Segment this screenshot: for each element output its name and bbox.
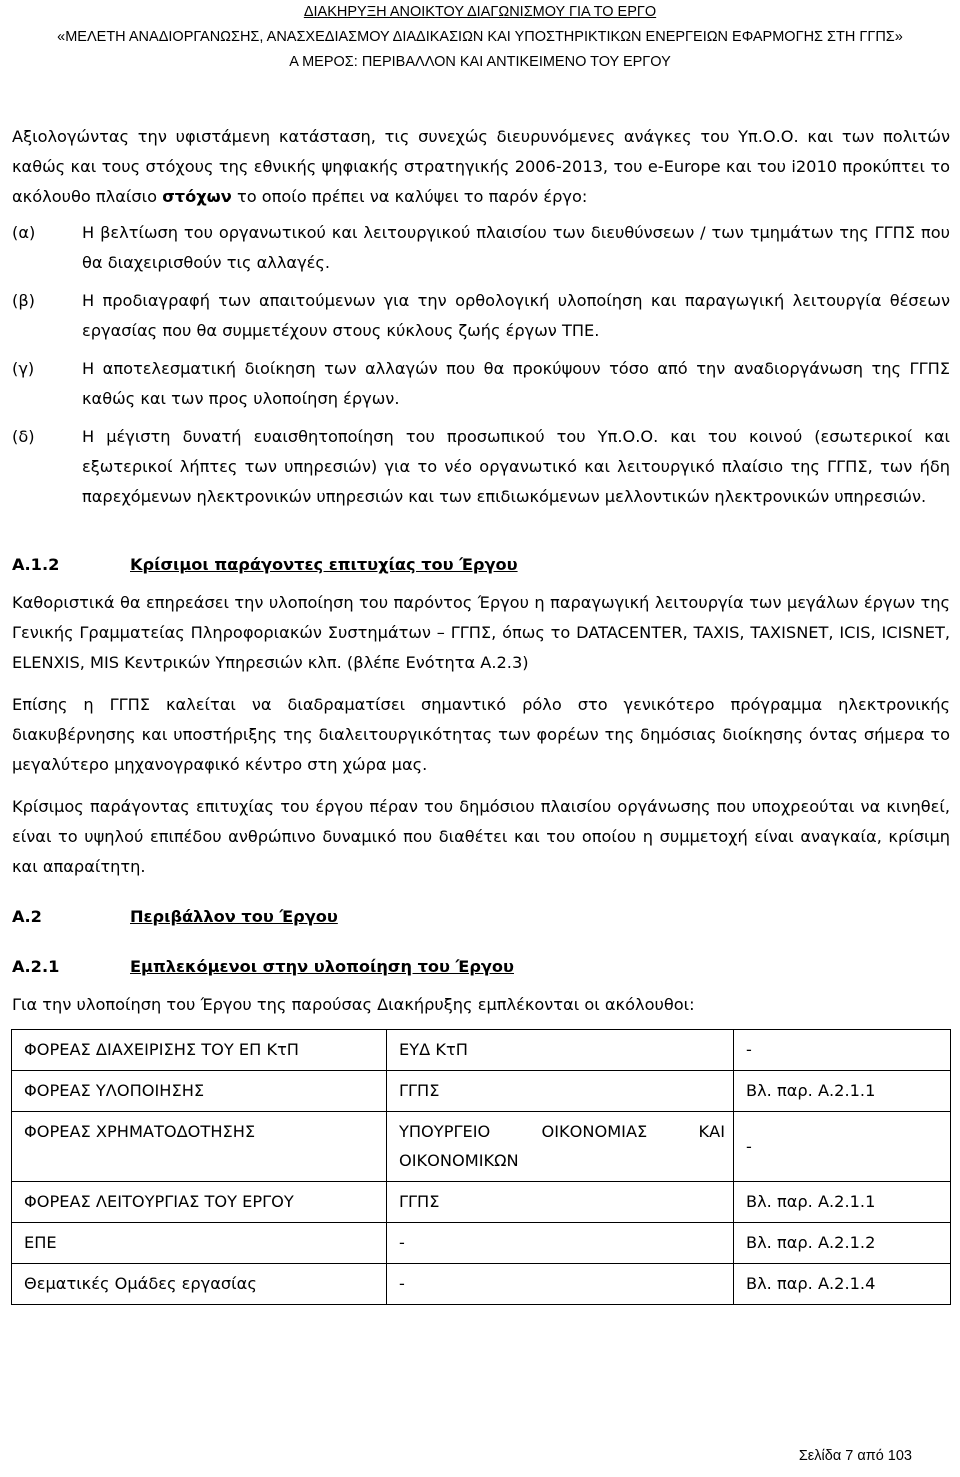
header-title: ΔΙΑΚΗΡΥΞΗ ΑΝΟΙΚΤΟΥ ΔΙΑΓΩΝΙΣΜΟΥ ΓΙΑ ΤΟ ΕΡΓΟ — [303, 4, 657, 20]
table-row — [12, 1223, 951, 1264]
intro-paragraph — [12, 122, 950, 212]
page-number: Σελίδα 7 από 103 — [798, 1448, 912, 1464]
section-number: Α.2.1 — [12, 957, 60, 976]
table-cell: Θεματικές Ομάδες εργασίας — [12, 1264, 387, 1305]
section-a2-heading — [12, 902, 950, 932]
header-project: «ΜΕΛΕΤΗ ΑΝΑΔΙΟΡΓΑΝΩΣΗΣ, ΑΝΑΣΧΕΔΙΑΣΜΟΥ ΔΙΑΔΙΚΑΣΙΩΝ ΚΑΙ ΥΠΟΣΤΗΡΙΚΤΙΚΩΝ ΕΝΕΡΓΕΙΩΝ ΕΦΑΡΜΟΓΗΣ ΣΤΗ ΓΓΠΣ» — [57, 29, 903, 45]
table-cell: Βλ. παρ. Α.2.1.1 — [734, 1182, 951, 1223]
table-cell: ΦΟΡΕΑΣ ΛΕΙΤΟΥΡΓΙΑΣ ΤΟΥ ΕΡΓΟΥ — [12, 1182, 387, 1223]
table-cell: ΓΓΠΣ — [387, 1182, 734, 1223]
header-part: Α ΜΕΡΟΣ: ΠΕΡΙΒΑΛΛΟΝ ΚΑΙ ΑΝΤΙΚΕΙΜΕΝΟ ΤΟΥ ΕΡΓΟΥ — [289, 54, 671, 70]
document-body — [12, 122, 950, 1305]
section-number: Α.2 — [12, 907, 42, 926]
section-a12-paragraph-1: Καθοριστικά θα επηρεάσει την υλοποίηση του παρόντος Έργου η παραγωγική λειτουργία των μεγάλων έργων της Γενικής Γραμματείας Πληροφοριακών Συστημάτων – ΓΓΠΣ, όπως το DATACENTER, TAXIS, TAXISNET, ICIS, ICISNET, ELENXIS, MIS Κεντρικών Υπηρεσιών κλπ. (βλέπε Ενότητα Α.2.3) — [12, 593, 950, 672]
list-item — [12, 218, 950, 278]
table-row — [12, 1182, 951, 1223]
list-item-text: Η αποτελεσματική διοίκηση των αλλαγών που θα προκύψουν τόσο από την αναδιοργάνωση της ΓΓΠΣ καθώς και των προς υλοποίηση έργων. — [82, 359, 950, 408]
page-header — [0, 0, 960, 75]
section-a21-heading — [12, 952, 950, 982]
list-item-label: (β) — [12, 291, 35, 310]
section-title: Κρίσιμοι παράγοντες επιτυχίας του Έργου — [130, 555, 518, 574]
list-item-text: Η προδιαγραφή των απαιτούμενων για την ορθολογική υλοποίηση και παραγωγική λειτουργία θέσεων εργασίας που θα συμμετέχουν στους κύκλους ζωής έργων ΤΠΕ. — [82, 291, 950, 340]
intro-text: Αξιολογώντας την υφιστάμενη κατάσταση, τις συνεχώς διευρυνόμενες ανάγκες του Υπ.Ο.Ο. και των πολιτών καθώς και τους στόχους της εθνικής ψηφιακής στρατηγικής 2006-2013, του e-Europe και του i2010 προκύπτει το ακόλουθο πλαίσιο — [12, 127, 950, 206]
section-title: Εμπλεκόμενοι στην υλοποίηση του Έργου — [130, 957, 514, 976]
table-cell: Βλ. παρ. Α.2.1.4 — [734, 1264, 951, 1305]
table-cell: ΕΠΕ — [12, 1223, 387, 1264]
table-row — [12, 1030, 951, 1071]
table-cell: Βλ. παρ. Α.2.1.1 — [734, 1071, 951, 1112]
section-number: Α.1.2 — [12, 555, 60, 574]
stakeholders-table — [11, 1029, 951, 1305]
table-cell: ΦΟΡΕΑΣ ΔΙΑΧΕΙΡΙΣΗΣ ΤΟΥ ΕΠ ΚτΠ — [12, 1030, 387, 1071]
table-cell: ΥΠΟΥΡΓΕΙΟ ΟΙΚΟΝΟΜΙΑΣ ΚΑΙ ΟΙΚΟΝΟΜΙΚΩΝ — [387, 1112, 734, 1182]
table-cell: - — [387, 1264, 734, 1305]
list-item-label: (δ) — [12, 427, 35, 446]
table-row — [12, 1071, 951, 1112]
list-item-text: Η μέγιστη δυνατή ευαισθητοποίηση του προσωπικού του Υπ.Ο.Ο. και του κοινού (εσωτερικοί και εξωτερικοί λήπτες των υπηρεσιών) για το νέο οργανωτικό και λειτουργικό πλαίσιο της ΓΓΠΣ, των ήδη παρεχόμενων ηλεκτρονικών υπηρεσιών και των επιδιωκόμενων μελλοντικών ηλεκτρονικών υπηρεσιών. — [82, 427, 950, 506]
table-cell: - — [387, 1223, 734, 1264]
section-a12-heading — [12, 550, 950, 580]
intro-bold-word: στόχων — [162, 187, 232, 206]
list-item-label: (α) — [12, 223, 36, 242]
intro-text-end: το οποίο πρέπει να καλύψει το παρόν έργο: — [231, 187, 588, 206]
section-a21-intro: Για την υλοποίηση του Έργου της παρούσας Διακήρυξης εμπλέκονται οι ακόλουθοι: — [12, 995, 695, 1014]
table-cell: ΦΟΡΕΑΣ ΥΛΟΠΟΙΗΣΗΣ — [12, 1071, 387, 1112]
list-item-text: Η βελτίωση του οργανωτικού και λειτουργικού πλαισίου των διευθύνσεων / των τμημάτων της ΓΓΠΣ που θα διαχειρισθούν τις αλλαγές. — [82, 223, 950, 272]
table-cell: ΕΥΔ ΚτΠ — [387, 1030, 734, 1071]
list-item — [12, 286, 950, 346]
table-row — [12, 1112, 951, 1182]
table-cell: ΓΓΠΣ — [387, 1071, 734, 1112]
list-item-label: (γ) — [12, 359, 35, 378]
section-a12-paragraph-3: Κρίσιμος παράγοντας επιτυχίας του έργου πέραν του δημόσιου πλαισίου οργάνωσης που υποχρεούται να κινηθεί, είναι το υψηλού επιπέδου ανθρώπινο δυναμικό που διαθέτει και του οποίου η συμμετοχή είναι αναγκαία, κρίσιμη και απαραίτητη. — [12, 797, 950, 876]
objectives-list — [12, 218, 950, 512]
table-cell: Βλ. παρ. Α.2.1.2 — [734, 1223, 951, 1264]
list-item — [12, 422, 950, 512]
section-title: Περιβάλλον του Έργου — [130, 907, 338, 926]
table-cell: - — [734, 1030, 951, 1071]
table-cell: - — [734, 1112, 951, 1182]
table-row — [12, 1264, 951, 1305]
section-a12-paragraph-2: Επίσης η ΓΓΠΣ καλείται να διαδραματίσει σημαντικό ρόλο στο γενικότερο πρόγραμμα ηλεκτρονικής διακυβέρνησης και υποστήριξης της διαλειτουργικότητας των φορέων της δημόσιας διοίκησης όντας σήμερα το μεγαλύτερο μηχανογραφικό κέντρο στη χώρα μας. — [12, 695, 950, 774]
table-cell: ΦΟΡΕΑΣ ΧΡΗΜΑΤΟΔΟΤΗΣΗΣ — [12, 1112, 387, 1182]
list-item — [12, 354, 950, 414]
